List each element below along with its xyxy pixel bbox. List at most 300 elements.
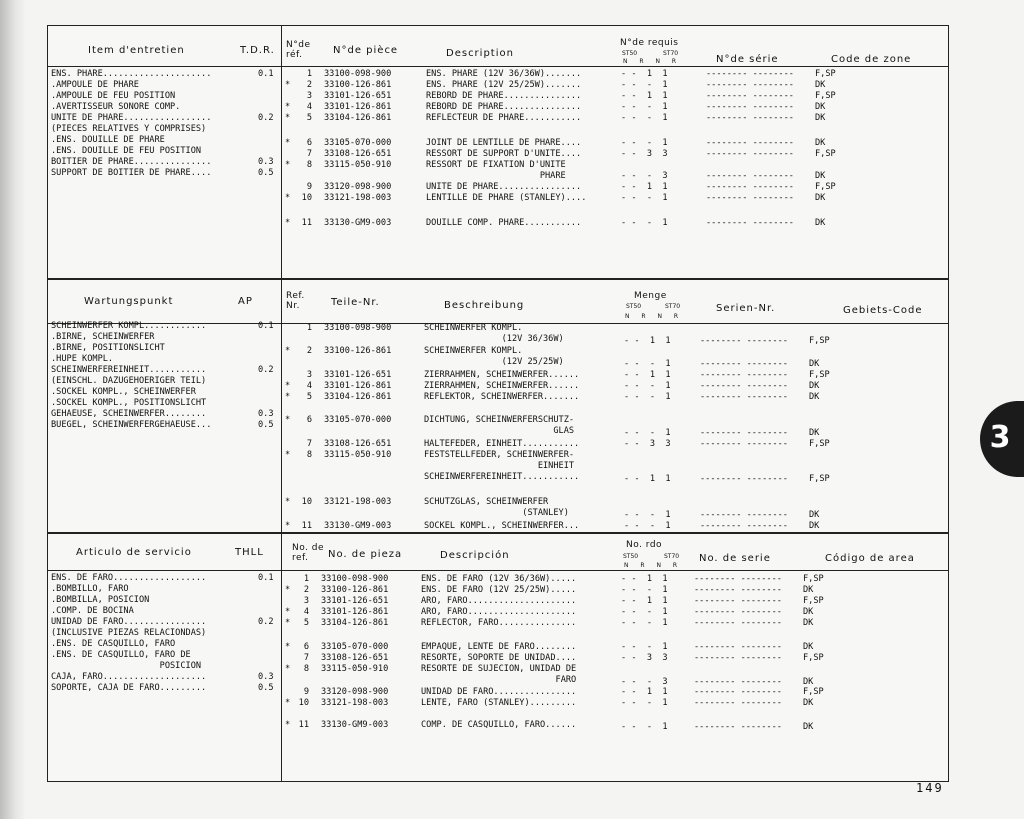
part-number: 33121-198-003 — [324, 193, 392, 203]
col-header-st50: ST50 — [626, 303, 642, 310]
zone-code: DK — [803, 642, 814, 652]
ref-number: 10 — [301, 497, 312, 507]
tdr-value: 0.2 — [258, 617, 274, 627]
ref-star: * — [285, 138, 291, 148]
part-number: 33101-126-651 — [324, 370, 392, 380]
part-description: HALTEFEDER, EINHEIT........... — [424, 439, 580, 449]
part-description: ENS. PHARE (12V 25/25W)....... — [426, 80, 582, 90]
part-description: EINHEIT — [424, 461, 575, 471]
required-qty: - - - 1 — [621, 138, 668, 148]
part-description: UNITE DE PHARE................ — [426, 182, 582, 192]
list-item: SOPORTE, CAJA DE FARO......... — [51, 683, 207, 693]
ref-number: 6 — [303, 642, 309, 652]
part-description: DICHTUNG, SCHEINWERFERSCHUTZ- — [424, 415, 575, 425]
col-header-ref: No. de ref. — [292, 543, 325, 563]
ref-star: * — [285, 113, 291, 123]
col-header-tdr: T.D.R. — [240, 45, 275, 56]
ref-number: 2 — [306, 80, 312, 90]
zone-code: DK — [803, 618, 814, 628]
ref-star: * — [285, 381, 291, 391]
zone-code: DK — [803, 607, 814, 617]
ref-star: * — [285, 642, 291, 652]
ref-number: 7 — [303, 653, 309, 663]
ref-number: 7 — [306, 149, 312, 159]
part-description: LENTILLE DE PHARE (STANLEY).... — [426, 193, 587, 203]
tdr-value: 0.1 — [258, 69, 274, 79]
part-description: SCHEINWERFER KOMPL. — [424, 346, 523, 356]
list-item: .ENS. DOUILLE DE FEU POSITION — [51, 146, 202, 156]
zone-code: DK — [815, 80, 826, 90]
required-qty: - - - 1 — [621, 102, 668, 112]
col-header-zone: Gebiets-Code — [843, 305, 923, 316]
serial-range: -------- -------- — [706, 149, 794, 159]
serial-range: -------- -------- — [700, 392, 788, 402]
part-number: 33105-070-000 — [324, 415, 392, 425]
part-number: 33121-198-003 — [324, 497, 392, 507]
serial-range: -------- -------- — [706, 80, 794, 90]
list-item: UNIDAD DE FARO................ — [51, 617, 207, 627]
ref-number: 10 — [301, 193, 312, 203]
required-qty: - - - 1 — [621, 113, 668, 123]
part-number: 33100-126-861 — [324, 80, 392, 90]
ref-star: * — [285, 698, 291, 708]
list-item: .HUPE KOMPL. — [51, 354, 114, 364]
required-qty: - - - 3 — [621, 171, 668, 181]
required-qty: - - 1 1 — [621, 574, 668, 584]
part-number: 33101-126-861 — [324, 102, 392, 112]
tdr-value: 0.3 — [258, 409, 274, 419]
tdr-value: 0.3 — [258, 157, 274, 167]
serial-range: -------- -------- — [694, 596, 782, 606]
ref-star: * — [285, 218, 291, 228]
serial-range: -------- -------- — [694, 698, 782, 708]
tdr-value: 0.3 — [258, 672, 274, 682]
required-qty: - - 1 1 — [621, 91, 668, 101]
zone-code: F,SP — [803, 687, 824, 697]
ref-star: * — [285, 450, 291, 460]
zone-code: F,SP — [815, 91, 836, 101]
part-description: SOCKEL KOMPL., SCHEINWERFER... — [424, 521, 580, 531]
list-item: .AMPOULE DE FEU POSITION — [51, 91, 176, 101]
zone-code: DK — [809, 392, 820, 402]
serial-range: -------- -------- — [694, 618, 782, 628]
zone-code: DK — [809, 381, 820, 391]
tdr-value: 0.2 — [258, 365, 274, 375]
ref-star: * — [285, 346, 291, 356]
required-qty: - - - 1 — [624, 392, 671, 402]
part-number: 33105-070-000 — [321, 642, 389, 652]
zone-code: F,SP — [809, 336, 830, 346]
ref-number: 6 — [306, 138, 312, 148]
ref-number: 4 — [306, 102, 312, 112]
zone-code: DK — [815, 113, 826, 123]
required-qty: - - - 1 — [621, 698, 668, 708]
serial-range: -------- -------- — [700, 381, 788, 391]
zone-code: DK — [815, 102, 826, 112]
list-item: .ENS. DE CASQUILLO, FARO — [51, 639, 176, 649]
ref-star: * — [285, 664, 291, 674]
col-header-item: Wartungspunkt — [84, 296, 174, 307]
ref-number: 4 — [306, 381, 312, 391]
list-item: .BIRNE, POSITIONSLICHT — [51, 343, 165, 353]
part-description: COMP. DE CASQUILLO, FARO...... — [421, 720, 577, 730]
col-header-part: Teile-Nr. — [331, 297, 380, 308]
part-number: 33101-126-861 — [321, 607, 389, 617]
ref-number: 11 — [301, 218, 312, 228]
part-description: JOINT DE LENTILLE DE PHARE.... — [426, 138, 582, 148]
list-item: GEHAEUSE, SCHEINWERFER........ — [51, 409, 207, 419]
part-description: ARO, FARO..................... — [421, 607, 577, 617]
serial-range: -------- -------- — [706, 218, 794, 228]
part-description: ENS. DE FARO (12V 25/25W)..... — [421, 585, 577, 595]
list-item: .ENS. DOUILLE DE PHARE — [51, 135, 165, 145]
zone-code: DK — [809, 521, 820, 531]
section-divider — [48, 278, 948, 280]
part-description: ENS. PHARE (12V 36/36W)....... — [426, 69, 582, 79]
col-header-st50: ST50 — [622, 50, 638, 57]
tdr-value: 0.5 — [258, 683, 274, 693]
part-description: RESSORT DE SUPPORT D'UNITE.... — [426, 149, 582, 159]
parts-catalog-frame — [47, 25, 949, 782]
part-description: RESSORT DE FIXATION D'UNITE — [426, 160, 566, 170]
col-header-tdr: AP — [238, 296, 253, 307]
part-description: REFLEKTOR, SCHEINWERFER....... — [424, 392, 580, 402]
part-description: ARO, FARO..................... — [421, 596, 577, 606]
zone-code: DK — [803, 722, 814, 732]
ref-number: 1 — [306, 69, 312, 79]
part-number: 33130-GM9-003 — [324, 521, 392, 531]
part-description: ENS. DE FARO (12V 36/36W)..... — [421, 574, 577, 584]
zone-code: DK — [803, 585, 814, 595]
required-qty: - - - 1 — [624, 359, 671, 369]
list-item: UNITE DE PHARE................. — [51, 113, 212, 123]
ref-number: 11 — [301, 521, 312, 531]
part-description: FESTSTELLFEDER, SCHEINWERFER- — [424, 450, 575, 460]
required-qty: - - - 1 — [624, 521, 671, 531]
part-number: 33108-126-651 — [324, 149, 392, 159]
ref-number: 5 — [306, 113, 312, 123]
required-qty: - - - 1 — [621, 218, 668, 228]
serial-range: -------- -------- — [700, 474, 788, 484]
zone-code: DK — [815, 218, 826, 228]
part-number: 33115-050-910 — [321, 664, 389, 674]
col-header-zone: Code de zone — [831, 54, 912, 65]
required-qty: - - - 1 — [624, 428, 671, 438]
col-header-st70: ST70 — [663, 50, 679, 57]
col-header-ref: Ref. Nr. — [286, 291, 305, 311]
list-item: .AVERTISSEUR SONORE COMP. — [51, 102, 181, 112]
zone-code: F,SP — [803, 653, 824, 663]
col-header-nr: N R N R — [624, 562, 683, 569]
part-description: EMPAQUE, LENTE DE FARO........ — [421, 642, 577, 652]
part-number: 33108-126-651 — [321, 653, 389, 663]
list-item: (PIECES RELATIVES Y COMPRISES) — [51, 124, 207, 134]
page-number: 149 — [916, 781, 944, 795]
ref-number: 8 — [303, 664, 309, 674]
serial-range: -------- -------- — [694, 687, 782, 697]
serial-range: -------- -------- — [706, 171, 794, 181]
tdr-value: 0.5 — [258, 168, 274, 178]
ref-number: 3 — [306, 370, 312, 380]
serial-range: -------- -------- — [706, 113, 794, 123]
ref-number: 6 — [306, 415, 312, 425]
part-number: 33101-126-651 — [324, 91, 392, 101]
part-number: 33104-126-861 — [324, 113, 392, 123]
zone-code: F,SP — [803, 574, 824, 584]
part-description: SCHUTZGLAS, SCHEINWERFER — [424, 497, 549, 507]
ref-star: * — [285, 720, 291, 730]
part-number: 33108-126-651 — [324, 439, 392, 449]
list-item: SCHEINWERFER KOMPL............ — [51, 321, 207, 331]
ref-number: 5 — [306, 392, 312, 402]
serial-range: -------- -------- — [694, 585, 782, 595]
list-item: .AMPOULE DE PHARE — [51, 80, 139, 90]
list-item: ENS. DE FARO.................. — [51, 573, 207, 583]
ref-number: 7 — [306, 439, 312, 449]
part-description: DOUILLE COMP. PHARE........... — [426, 218, 582, 228]
zone-code: F,SP — [815, 69, 836, 79]
col-header-tdr: THLL — [235, 547, 264, 558]
col-header-zone: Código de area — [825, 553, 915, 564]
required-qty: - - - 1 — [621, 618, 668, 628]
ref-number: 8 — [306, 450, 312, 460]
required-qty: - - - 1 — [621, 193, 668, 203]
required-qty: - - - 1 — [624, 381, 671, 391]
required-qty: - - - 3 — [621, 677, 668, 687]
required-qty: - - 1 1 — [624, 474, 671, 484]
ref-number: 2 — [303, 585, 309, 595]
part-description: PHARE — [426, 171, 566, 181]
column-divider — [281, 278, 282, 532]
zone-code: F,SP — [809, 439, 830, 449]
section-divider — [48, 532, 948, 534]
ref-star: * — [285, 585, 291, 595]
col-header-st70: ST70 — [664, 553, 680, 560]
part-number: 33115-050-910 — [324, 450, 392, 460]
col-header-required: No. rdo — [626, 540, 663, 550]
ref-number: 9 — [306, 182, 312, 192]
ref-star: * — [285, 80, 291, 90]
serial-range: -------- -------- — [700, 428, 788, 438]
serial-range: -------- -------- — [706, 182, 794, 192]
col-header-nr: N R N R — [623, 58, 682, 65]
zone-code: DK — [809, 428, 820, 438]
required-qty: - - 1 1 — [621, 182, 668, 192]
part-description: ZIERRAHMEN, SCHEINWERFER...... — [424, 381, 580, 391]
ref-number: 8 — [306, 160, 312, 170]
section-tab-number: 3 — [989, 420, 1011, 455]
part-number: 33101-126-861 — [324, 381, 392, 391]
zone-code: F,SP — [803, 596, 824, 606]
col-header-st50: ST50 — [623, 553, 639, 560]
required-qty: - - - 1 — [621, 642, 668, 652]
part-number: 33100-098-900 — [324, 323, 392, 333]
ref-number: 1 — [306, 323, 312, 333]
zone-code: F,SP — [809, 474, 830, 484]
part-description: (12V 25/25W) — [424, 357, 564, 367]
ref-star: * — [285, 618, 291, 628]
zone-code: DK — [815, 193, 826, 203]
col-header-required: N°de requis — [620, 38, 679, 48]
col-header-st70: ST70 — [665, 303, 681, 310]
required-qty: - - 3 3 — [621, 653, 668, 663]
part-description: REBORD DE PHARE............... — [426, 102, 582, 112]
col-header-required: Menge — [634, 291, 667, 301]
part-number: 33105-070-000 — [324, 138, 392, 148]
list-item: .ENS. DE CASQUILLO, FARO DE — [51, 650, 191, 660]
tdr-value: 0.1 — [258, 573, 274, 583]
ref-number: 3 — [306, 91, 312, 101]
part-description: SCHEINWERFER KOMPL. — [424, 323, 523, 333]
list-item: CAJA, FARO.................... — [51, 672, 207, 682]
ref-star: * — [285, 497, 291, 507]
part-description: SCHEINWERFEREINHEIT........... — [424, 472, 580, 482]
col-header-serial: N°de série — [716, 54, 779, 65]
zone-code: DK — [803, 677, 814, 687]
col-header-part: No. de pieza — [328, 549, 403, 560]
section-tab — [980, 401, 1024, 477]
required-qty: - - - 1 — [624, 510, 671, 520]
serial-range: -------- -------- — [706, 138, 794, 148]
list-item: .BIRNE, SCHEINWERFER — [51, 332, 155, 342]
part-number: 33130-GM9-003 — [321, 720, 389, 730]
column-divider — [281, 26, 282, 278]
serial-range: -------- -------- — [694, 722, 782, 732]
zone-code: DK — [809, 510, 820, 520]
serial-range: -------- -------- — [700, 521, 788, 531]
serial-range: -------- -------- — [694, 574, 782, 584]
header-rule — [48, 66, 948, 67]
list-item: .SOCKEL KOMPL., POSITIONSLICHT — [51, 398, 207, 408]
ref-star: * — [285, 607, 291, 617]
list-item: BUEGEL, SCHEINWERFERGEHAEUSE... — [51, 420, 212, 430]
part-description: REFLECTOR, FARO............... — [421, 618, 577, 628]
zone-code: DK — [803, 698, 814, 708]
part-number: 33130-GM9-003 — [324, 218, 392, 228]
part-description: REBORD DE PHARE............... — [426, 91, 582, 101]
serial-range: -------- -------- — [706, 193, 794, 203]
part-description: (STANLEY) — [424, 508, 569, 518]
part-description: (12V 36/36W) — [424, 334, 564, 344]
list-item: .COMP. DE BOCINA — [51, 606, 134, 616]
tdr-value: 0.2 — [258, 113, 274, 123]
list-item: .BOMBILLO, FARO — [51, 584, 129, 594]
zone-code: F,SP — [815, 182, 836, 192]
required-qty: - - - 1 — [621, 585, 668, 595]
zone-code: DK — [815, 171, 826, 181]
ref-star: * — [285, 521, 291, 531]
part-number: 33115-050-910 — [324, 160, 392, 170]
list-item: ENS. PHARE..................... — [51, 69, 212, 79]
col-header-nr: N R N R — [625, 313, 684, 320]
required-qty: - - 1 1 — [621, 687, 668, 697]
part-number: 33100-098-900 — [321, 574, 389, 584]
serial-range: -------- -------- — [694, 642, 782, 652]
part-number: 33121-198-003 — [321, 698, 389, 708]
part-description: LENTE, FARO (STANLEY)......... — [421, 698, 577, 708]
part-description: GLAS — [424, 426, 575, 436]
zone-code: F,SP — [815, 149, 836, 159]
ref-number: 5 — [303, 618, 309, 628]
required-qty: - - 1 1 — [624, 370, 671, 380]
col-header-ref: N°de réf. — [286, 40, 311, 60]
part-number: 33104-126-861 — [321, 618, 389, 628]
column-divider — [281, 532, 282, 782]
ref-number: 4 — [303, 607, 309, 617]
serial-range: -------- -------- — [706, 91, 794, 101]
part-description: RESORTE, SOPORTE DE UNIDAD.... — [421, 653, 577, 663]
part-description: RESORTE DE SUJECION, UNIDAD DE — [421, 664, 577, 674]
col-header-serial: Serien-Nr. — [716, 303, 776, 314]
part-number: 33101-126-651 — [321, 596, 389, 606]
part-number: 33100-126-861 — [324, 346, 392, 356]
serial-range: -------- -------- — [694, 607, 782, 617]
col-header-description: Description — [446, 48, 514, 59]
col-header-description: Descripción — [440, 550, 510, 561]
header-rule — [48, 570, 948, 571]
serial-range: -------- -------- — [700, 510, 788, 520]
ref-number: 1 — [303, 574, 309, 584]
zone-code: F,SP — [809, 370, 830, 380]
part-number: 33100-126-861 — [321, 585, 389, 595]
col-header-part: N°de pièce — [333, 45, 399, 56]
col-header-item: Item d'entretien — [88, 45, 185, 56]
ref-star: * — [285, 160, 291, 170]
list-item: BOITIER DE PHARE............... — [51, 157, 212, 167]
part-description: FARO — [421, 675, 577, 685]
serial-range: -------- -------- — [700, 359, 788, 369]
list-item: SCHEINWERFEREINHEIT........... — [51, 365, 207, 375]
serial-range: -------- -------- — [706, 102, 794, 112]
ref-number: 2 — [306, 346, 312, 356]
serial-range: -------- -------- — [700, 370, 788, 380]
ref-star: * — [285, 415, 291, 425]
part-description: UNIDAD DE FARO................ — [421, 687, 577, 697]
ref-star: * — [285, 102, 291, 112]
part-number: 33120-098-900 — [321, 687, 389, 697]
part-description: ZIERRAHMEN, SCHEINWERFER...... — [424, 370, 580, 380]
part-number: 33104-126-861 — [324, 392, 392, 402]
ref-star: * — [285, 392, 291, 402]
required-qty: - - - 1 — [621, 722, 668, 732]
required-qty: - - 3 3 — [621, 149, 668, 159]
required-qty: - - 1 1 — [621, 69, 668, 79]
list-item: .BOMBILLA, POSICION — [51, 595, 150, 605]
part-number: 33120-098-900 — [324, 182, 392, 192]
serial-range: -------- -------- — [706, 69, 794, 79]
required-qty: - - 1 1 — [621, 596, 668, 606]
ref-number: 11 — [298, 720, 309, 730]
col-header-serial: No. de serie — [699, 553, 771, 564]
list-item: (EINSCHL. DAZUGEHOERIGER TEIL) — [51, 376, 207, 386]
required-qty: - - - 1 — [621, 80, 668, 90]
serial-range: -------- -------- — [694, 677, 782, 687]
page-binding-shadow — [0, 0, 26, 819]
serial-range: -------- -------- — [700, 439, 788, 449]
list-item: .SOCKEL KOMPL., SCHEINWERFER — [51, 387, 196, 397]
tdr-value: 0.1 — [258, 321, 274, 331]
part-number: 33100-098-900 — [324, 69, 392, 79]
required-qty: - - 3 3 — [624, 439, 671, 449]
required-qty: - - - 1 — [621, 607, 668, 617]
ref-number: 10 — [298, 698, 309, 708]
zone-code: DK — [815, 138, 826, 148]
ref-number: 3 — [303, 596, 309, 606]
tdr-value: 0.5 — [258, 420, 274, 430]
part-description: REFLECTEUR DE PHARE........... — [426, 113, 582, 123]
ref-number: 9 — [303, 687, 309, 697]
zone-code: DK — [809, 359, 820, 369]
